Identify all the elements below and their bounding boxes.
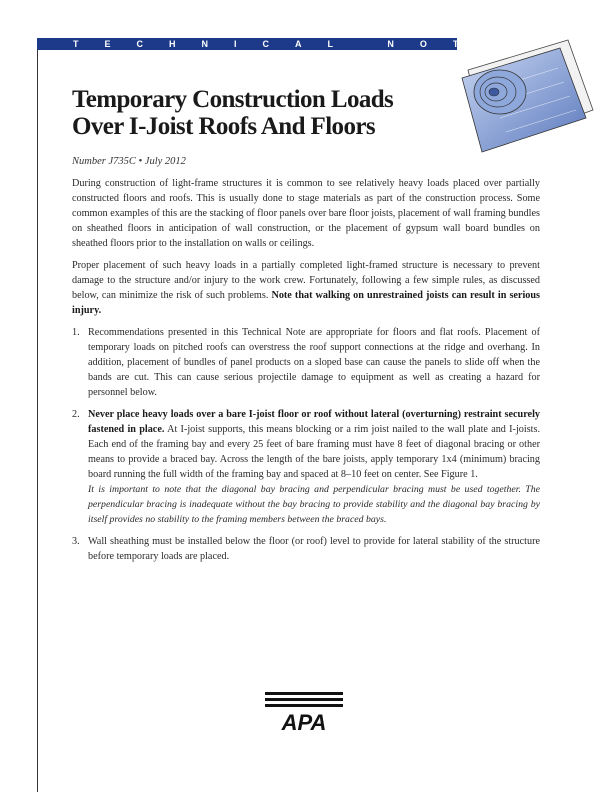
list-item-number: 2. xyxy=(72,409,80,420)
intro-paragraph-2-text: Proper placement of such heavy loads in a partially completed light-framed structure is necessary to prevent damage to the structure and/or injury to the work crew. Fortunately, following a few simple rules, as discussed below, can minimize the risk of such problems. xyxy=(72,260,540,301)
intro-paragraph-2 xyxy=(72,258,540,318)
list-item-number: 1. xyxy=(72,327,80,338)
list-item-text: Recommendations presented in this Technical Note are appropriate for floors and flat roofs. Placement of temporary loads on pitched roofs can overstress the roof support connections at the ridge and overhang. In addition, placement of bundles of panel products on a sloped base can cause the panels to slide off when the bands are cut. This can cause serious projectile damage to equipment as well as creating a hazard for personnel below. xyxy=(88,327,540,398)
list-item xyxy=(72,407,540,527)
title-line-1: Temporary Construction Loads xyxy=(72,86,394,113)
document-number-date: Number J735C • July 2012 xyxy=(72,156,186,167)
intro-paragraph-1: During construction of light-frame structures it is common to see relatively heavy loads placed over partially constructed floors and roofs. This is usually done to stage materials as part of the construction process. Some common examples of this are the stacking of floor panels over bare floor joists, placement of wall framing bundles on sheathed floors in anticipation of wall construction, or the placement of gypsum wall board bundles on sheathed floors prior to the installation on walls or ceilings. xyxy=(72,178,540,249)
recommendation-list xyxy=(72,325,540,564)
bracing-note: It is important to note that the diagonal bay bracing and perpendicular bracing must be used together. The perpendicular bracing is inadequate without the bay bracing to provide stability and the diagonal bay bracing by itself provides no stability to the framing members between the braced bays. xyxy=(88,484,540,525)
list-item-text: At I-joist supports, this means blocking or a rim joist nailed to the wall plate and I-joists. Each end of the framing bay and every 25 feet of bare framing must have 8 feet of diagonal bracing or other means to provide a braced bay. Across the length of the bare joists, apply temporary 1x4 (minimum) bracing board running the full width of the framing bay and spaced at 8–10 feet on center. See Figure 1. xyxy=(88,424,541,480)
body-content xyxy=(72,176,540,571)
list-item-text: Wall sheathing must be installed below the floor (or roof) level to provide for lateral stability of the structure before temporary loads are placed. xyxy=(88,536,540,562)
warning-text: Note that walking on unrestrained joists can result in serious injury. xyxy=(72,290,541,316)
blueprint-rolls-icon xyxy=(448,30,598,152)
list-item xyxy=(72,534,540,564)
list-item-number: 3. xyxy=(72,536,80,547)
apa-logo xyxy=(265,692,343,735)
list-item-bold-text: Never place heavy loads over a bare I-joist floor or roof without lateral (overturning) restraint securely fastened in place. xyxy=(88,409,540,435)
title-line-2: Over I-Joist Roofs And Floors xyxy=(72,113,375,140)
apa-logo-text: APA xyxy=(281,710,327,735)
page-title xyxy=(72,86,432,140)
technical-note-banner: TECHNICAL NOTE xyxy=(37,38,457,50)
list-item xyxy=(72,325,540,400)
left-margin-rule xyxy=(37,40,38,792)
